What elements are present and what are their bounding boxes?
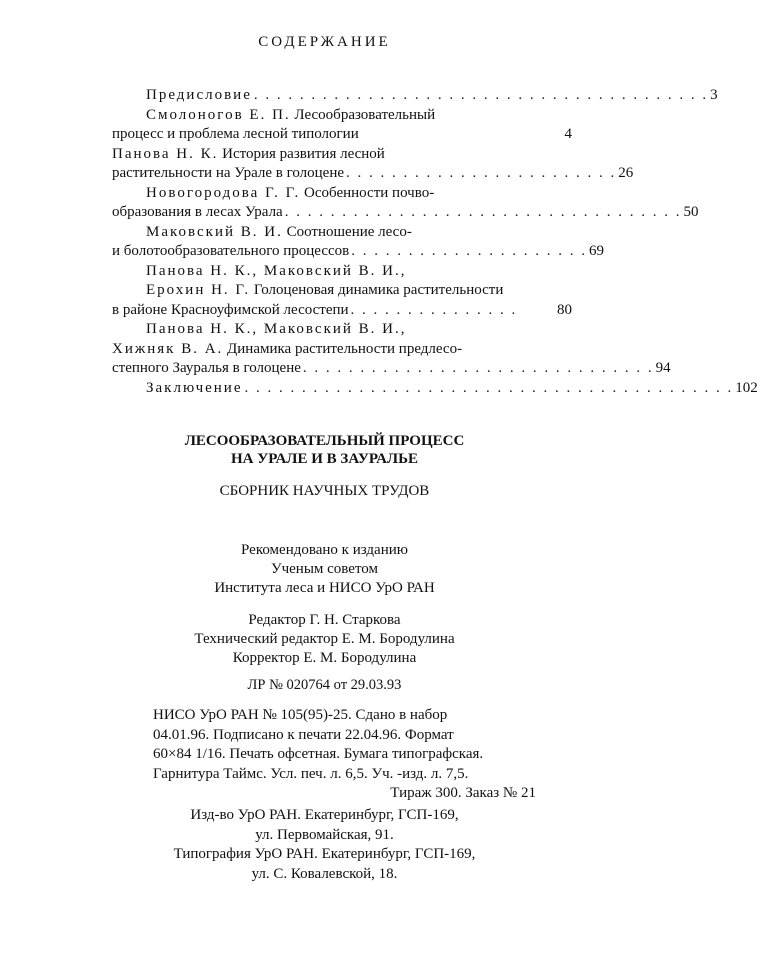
toc-entry-novogorodova[interactable] [112,184,699,223]
toc-page-number: 102 [735,379,758,396]
publisher-line: Изд-во УрО РАН. Екатеринбург, ГСП-169, [190,807,459,823]
toc-entry-title: растительности на Урале в голоцене [112,165,345,181]
recommendation-block [0,541,649,598]
toc-entry-title: и болотообразовательного процессов [112,243,350,259]
toc-entry-preface[interactable] [112,86,718,106]
leader-dots: . . . . . . . . . . . . . . . [350,301,518,318]
editor-line: Редактор Г. Н. Старкова [248,612,401,628]
book-title-line: НА УРАЛЕ И В ЗАУРАЛЬЕ [230,451,419,467]
toc-entry-author: Панова Н. К. История развития лесной [112,145,385,162]
leader-dots: . . . . . . . . . . . . . . . . . . . . . [351,243,587,259]
toc-entry-title: процесс и проблема лесной типологии [112,126,359,142]
print-line: 04.01.96. Подписано к печати 22.04.96. Формат [153,726,454,743]
toc-entry-author: Смолоногов Е. П. Лесообразовательный [146,106,436,123]
toc-page-number: 80 [557,301,572,318]
toc-entry-makovsky[interactable] [112,223,604,262]
toc-page-number: 26 [618,165,634,181]
book-subtitle: СБОРНИК НАУЧНЫХ ТРУДОВ [219,483,430,499]
leader-dots: . . . . . . . . . . . . . . . . . . . . . . . . . . . . . . . . . . . . . . . . [253,87,709,103]
leader-dots: . . . . . . . . . . . . . . . . . . . . . . . . . . . . . . . . . . . . . . . . . . . [244,379,734,396]
print-line: Тираж 300. Заказ № 21 [390,785,536,801]
recommendation-line: Ученым советом [270,561,379,577]
print-line: 60×84 1/16. Печать офсетная. Бумага типографская. [153,746,484,762]
editors-block [0,611,649,668]
leader-dots: . . . . . . . . . . . . . . . . . . . . . . . . [346,165,617,181]
table-of-contents [112,86,758,398]
leader-dots: . . . . . . . . . . . . . . . . . . . . . . . . . . . . . . . [302,360,654,376]
toc-page-number: 69 [588,243,604,259]
toc-page-number: 3 [710,87,718,103]
toc-page-number: 4 [564,126,572,142]
publisher-line: ул. С. Ковалевской, 18. [251,865,398,882]
toc-entry-title: образования в лесах Урала [112,204,283,220]
recommendation-line: Рекомендовано к изданию [241,542,408,558]
toc-entry-panova-makovsky-khizhnyak[interactable] [112,320,671,379]
toc-entry-author: Панова Н. К., Маковский В. И., [146,321,407,337]
toc-entry-author: Ерохин Н. Г. Голоценовая динамика растительности [146,282,504,298]
toc-entry-conclusion[interactable] [112,379,758,399]
print-line: НИСО УрО РАН № 105(95)-25. Сдано в набор [153,707,448,723]
tech-editor-line: Технический редактор Е. М. Бородулина [194,631,455,647]
book-title-line: ЛЕСООБРАЗОВАТЕЛЬНЫЙ ПРОЦЕСС [184,433,465,449]
recommendation-line: Института леса и НИСО УрО РАН [214,580,435,596]
print-line: Гарнитура Таймс. Усл. печ. л. 6,5. Уч. -изд. л. 7,5. [153,765,469,782]
toc-entry-smolonogov[interactable] [112,106,572,145]
leader-dots: . . . . . . . . . . . . . . . . . . . . . . . . . . . . . . . . . . . [284,204,682,220]
toc-entry-title: в районе Красноуфимской лесостепи [112,301,349,318]
toc-entry-label: Заключение [146,379,243,396]
toc-entry-author: Маковский В. И. Соотношение лесо- [146,223,412,240]
toc-title: СОДЕРЖАНИЕ [258,34,391,50]
toc-entry-author: Новогородова Г. Г. Особенности почво- [146,184,435,201]
toc-entry-panova-makovsky-erokhin[interactable] [112,262,572,321]
publisher-line: ул. Первомайская, 91. [255,826,394,843]
corrector-line: Корректор Е. М. Бородулина [232,650,417,666]
toc-entry-label: Предисловие [146,87,252,103]
toc-page-number: 94 [655,360,671,376]
book-title [0,432,649,468]
toc-entry-author: Панова Н. К., Маковский В. И., [146,262,407,279]
toc-entry-panova[interactable] [112,145,634,184]
publisher-line: Типография УрО РАН. Екатеринбург, ГСП-169, [173,846,476,862]
print-details [153,706,538,804]
license-number: ЛР № 020764 от 29.03.93 [247,677,402,693]
toc-page-number: 50 [683,204,699,220]
publisher-block [0,806,649,884]
toc-entry-title: степного Зауралья в голоцене [112,360,301,376]
toc-entry-author: Хижняк В. А. Динамика растительности предлесо- [112,340,463,357]
